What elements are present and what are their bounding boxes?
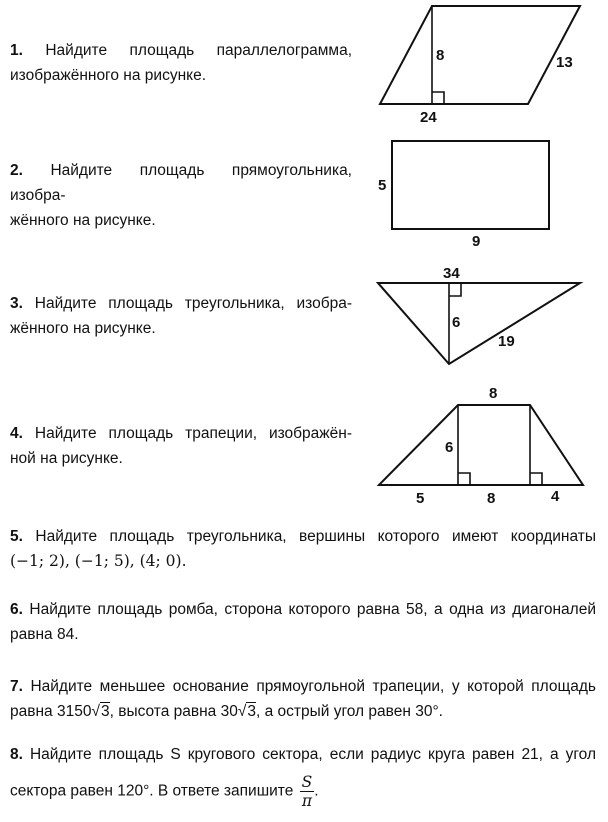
right-angle-mark-left	[458, 473, 470, 485]
parallelogram-figure	[370, 0, 600, 125]
problem-text: сектора равен 120°. В ответе запишите $\frac{S}{\pi}$ .	[10, 773, 319, 810]
problem-number: 5.	[10, 528, 23, 545]
problem-8	[10, 742, 596, 810]
top-label: 8	[489, 385, 498, 402]
problem-number: 8.	[10, 746, 23, 763]
problem-text: изобра-	[10, 187, 66, 204]
height-label: 8	[436, 47, 445, 64]
side-label: 19	[498, 333, 515, 350]
triangle-shape	[378, 283, 580, 364]
problem-text: жённого на рисунке.	[10, 212, 156, 229]
base-label: 24	[420, 109, 437, 126]
problem-text: Найдите площадь треугольника, изобра-	[34, 295, 352, 312]
problem-text: (−1; 2), (−1; 5), (4; 0).	[10, 552, 187, 570]
problem-number: 2.	[10, 162, 23, 179]
trapezoid-figure	[370, 380, 595, 508]
problem-text: равна 3150√3, высота равна 30√3, а острый угол равен 30°.	[10, 703, 443, 720]
problem-text: Найдите площадь треугольника, вершины которого имеют координаты	[35, 528, 596, 545]
problem-text: Найдите площадь прямоугольника,	[50, 162, 352, 179]
problem-number: 1.	[10, 42, 23, 59]
problem-text: изображённого на рисунке.	[10, 67, 207, 84]
right-angle-mark	[449, 283, 461, 296]
problem-text: Найдите площадь трапеции, изображён-	[34, 425, 352, 442]
problem-text: равна 84.	[10, 626, 79, 643]
bottom-right-label: 4	[551, 488, 560, 505]
bottom-label: 9	[472, 233, 481, 250]
triangle-figure	[370, 262, 590, 372]
parallelogram-shape	[380, 6, 580, 104]
top-label: 34	[443, 265, 460, 282]
problem-text: Найдите площадь ромба, сторона которого равна 58, а одна из диагоналей	[29, 601, 596, 618]
problem-6	[10, 597, 596, 647]
bottom-mid-label: 8	[487, 490, 496, 507]
problem-3	[10, 291, 352, 341]
problem-number: 3.	[10, 295, 23, 312]
problem-text: жённого на рисунке.	[10, 320, 156, 337]
problem-number: 4.	[10, 425, 23, 442]
height-label: 6	[445, 439, 454, 456]
problem-1	[10, 38, 352, 88]
sqrt-sign: √	[91, 703, 100, 720]
right-angle-mark-right	[530, 473, 542, 485]
problem-text: Найдите площадь S кругового сектора, если радиус круга равен 21, а угол	[29, 746, 597, 763]
fraction-s-over-pi: $\frac{S}{\pi}$	[301, 773, 313, 810]
problem-text: ной на рисунке.	[10, 450, 123, 467]
problem-7	[10, 674, 596, 724]
rectangle-figure	[370, 132, 570, 252]
problem-4	[10, 421, 352, 471]
rectangle-shape	[392, 141, 549, 229]
height-label: 6	[452, 314, 461, 331]
problem-number: 6.	[10, 601, 23, 618]
problem-text: Найдите площадь параллелограмма,	[45, 42, 352, 59]
problem-number: 7.	[10, 678, 23, 695]
side-label: 5	[378, 177, 387, 194]
side-label: 13	[556, 54, 573, 71]
problem-5	[10, 524, 596, 574]
problem-2	[10, 158, 352, 233]
sqrt-sign: √	[237, 703, 247, 720]
right-angle-mark	[432, 92, 444, 104]
bottom-left-label: 5	[416, 490, 425, 507]
problem-text: Найдите меньшее основание прямоугольной трапеции, у которой площадь	[30, 678, 596, 695]
trapezoid-shape	[379, 405, 583, 485]
